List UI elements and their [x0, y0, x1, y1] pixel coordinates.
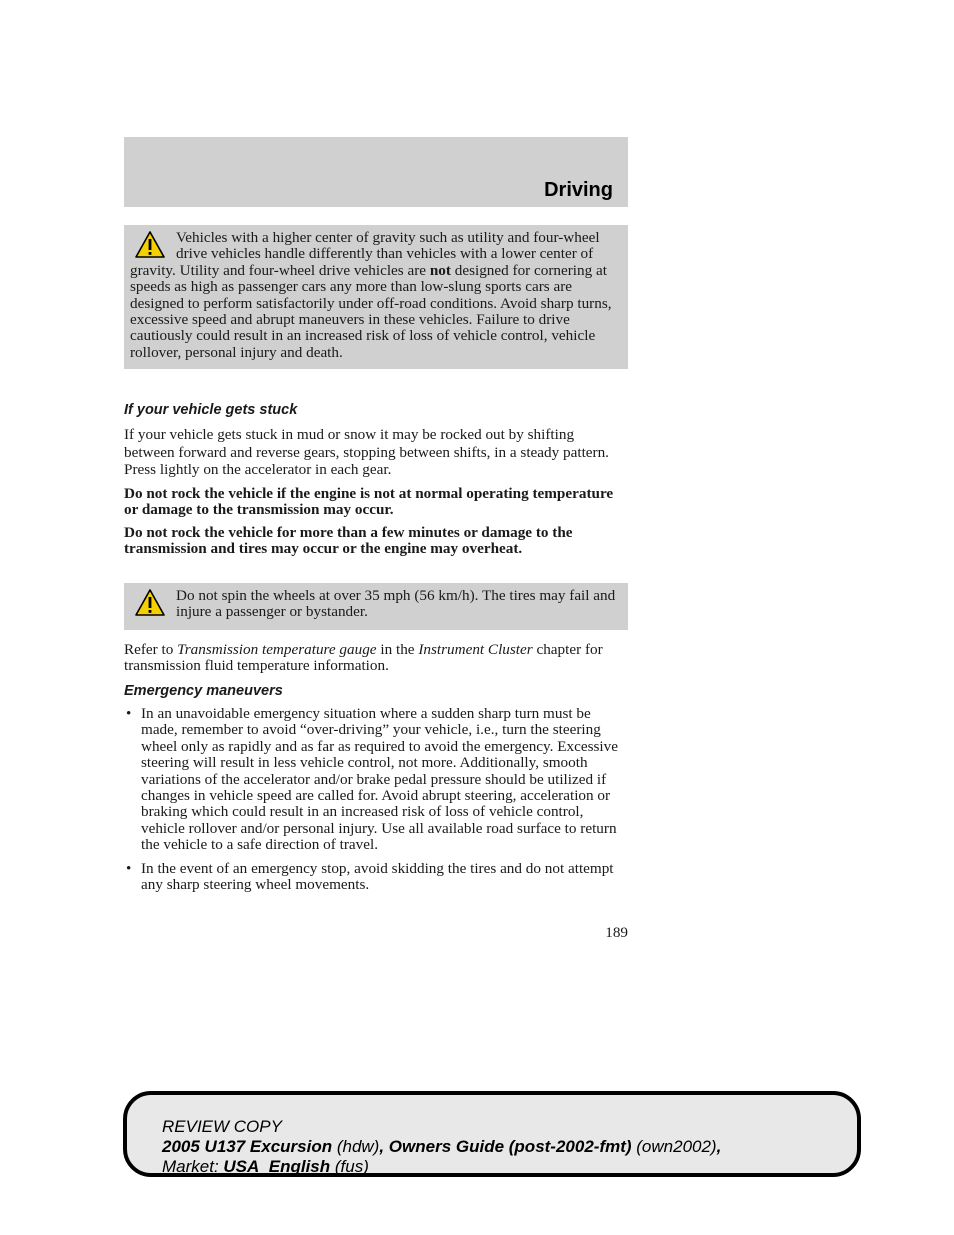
section-title: Driving: [544, 179, 613, 201]
warning-text: Vehicles with a higher center of gravity such as utility and four-wheel drive vehicles handle differently than vehicles with a lower center of gravity. Utility and four-wheel drive vehicles are not designed for cornering at speeds as high as passenger cars any more than low-slung sports cars are designed to perform satisfactorily under off-road conditions. Avoid sharp turns, excessive speed and abrupt maneuvers in these vehicles. Failure to drive cautiously could result in an increased risk of loss of vehicle control, vehicle rollover, personal injury and death.: [130, 229, 612, 361]
warning-triangle-icon: [134, 588, 166, 618]
section-header-band: [124, 137, 628, 207]
stuck-caution-1: Do not rock the vehicle if the engine is not at normal operating temperature or damage to the transmission may occur.: [124, 485, 614, 519]
footer-model-line: 2005 U137 Excursion (hdw), Owners Guide (post-2002-fmt) (own2002),: [162, 1137, 722, 1156]
list-item: • In an unavoidable emergency situation where a sudden sharp turn must be made, remember to avoid “over-driving” your vehicle, i.e., turn the steering wheel only as rapidly and as far as required to avoid the emergency. Excessive steering will result in less vehicle control, not more. Additionally, smooth variations of the accelerator and/or brake pedal pressure should be utilized if changes in vehicle speed are called for. Avoid abrupt steering, acceleration or braking which could result in an increased risk of loss of vehicle control, vehicle rollover and/or personal injury. Use all available road surface to return the vehicle to a safe direction of travel.: [124, 706, 628, 854]
list-item: • In the event of an emergency stop, avoid skidding the tires and do not attempt any sharp steering wheel movements.: [124, 861, 628, 894]
stuck-paragraph: If your vehicle gets stuck in mud or snow it may be rocked out by shifting between forward and reverse gears, stopping between shifts, in a steady pattern. Press lightly on the accelerator in each gear.: [124, 426, 609, 479]
emergency-bullet-list: [124, 706, 628, 900]
refer-paragraph: Refer to Transmission temperature gauge in the Instrument Cluster chapter for transmission fluid temperature information.: [124, 641, 603, 675]
stuck-caution-2: Do not rock the vehicle for more than a few minutes or damage to the transmission and tires may occur or the engine may overheat.: [124, 524, 573, 558]
warning-box-wheel-spin: [124, 583, 628, 630]
page-number: 189: [605, 924, 628, 941]
warning-text: Do not spin the wheels at over 35 mph (56 km/h). The tires may fail and injure a passenger or bystander.: [176, 587, 616, 621]
subheading-vehicle-stuck: If your vehicle gets stuck: [124, 402, 298, 418]
footer-market-line: Market: USA_English (fus): [162, 1157, 369, 1176]
review-copy-label: REVIEW COPY: [162, 1117, 282, 1136]
warning-box-center-of-gravity: [124, 225, 628, 369]
review-copy-footer-text: [162, 1117, 862, 1177]
subheading-emergency-maneuvers: Emergency maneuvers: [124, 683, 283, 699]
warning-triangle-icon: [134, 230, 166, 260]
